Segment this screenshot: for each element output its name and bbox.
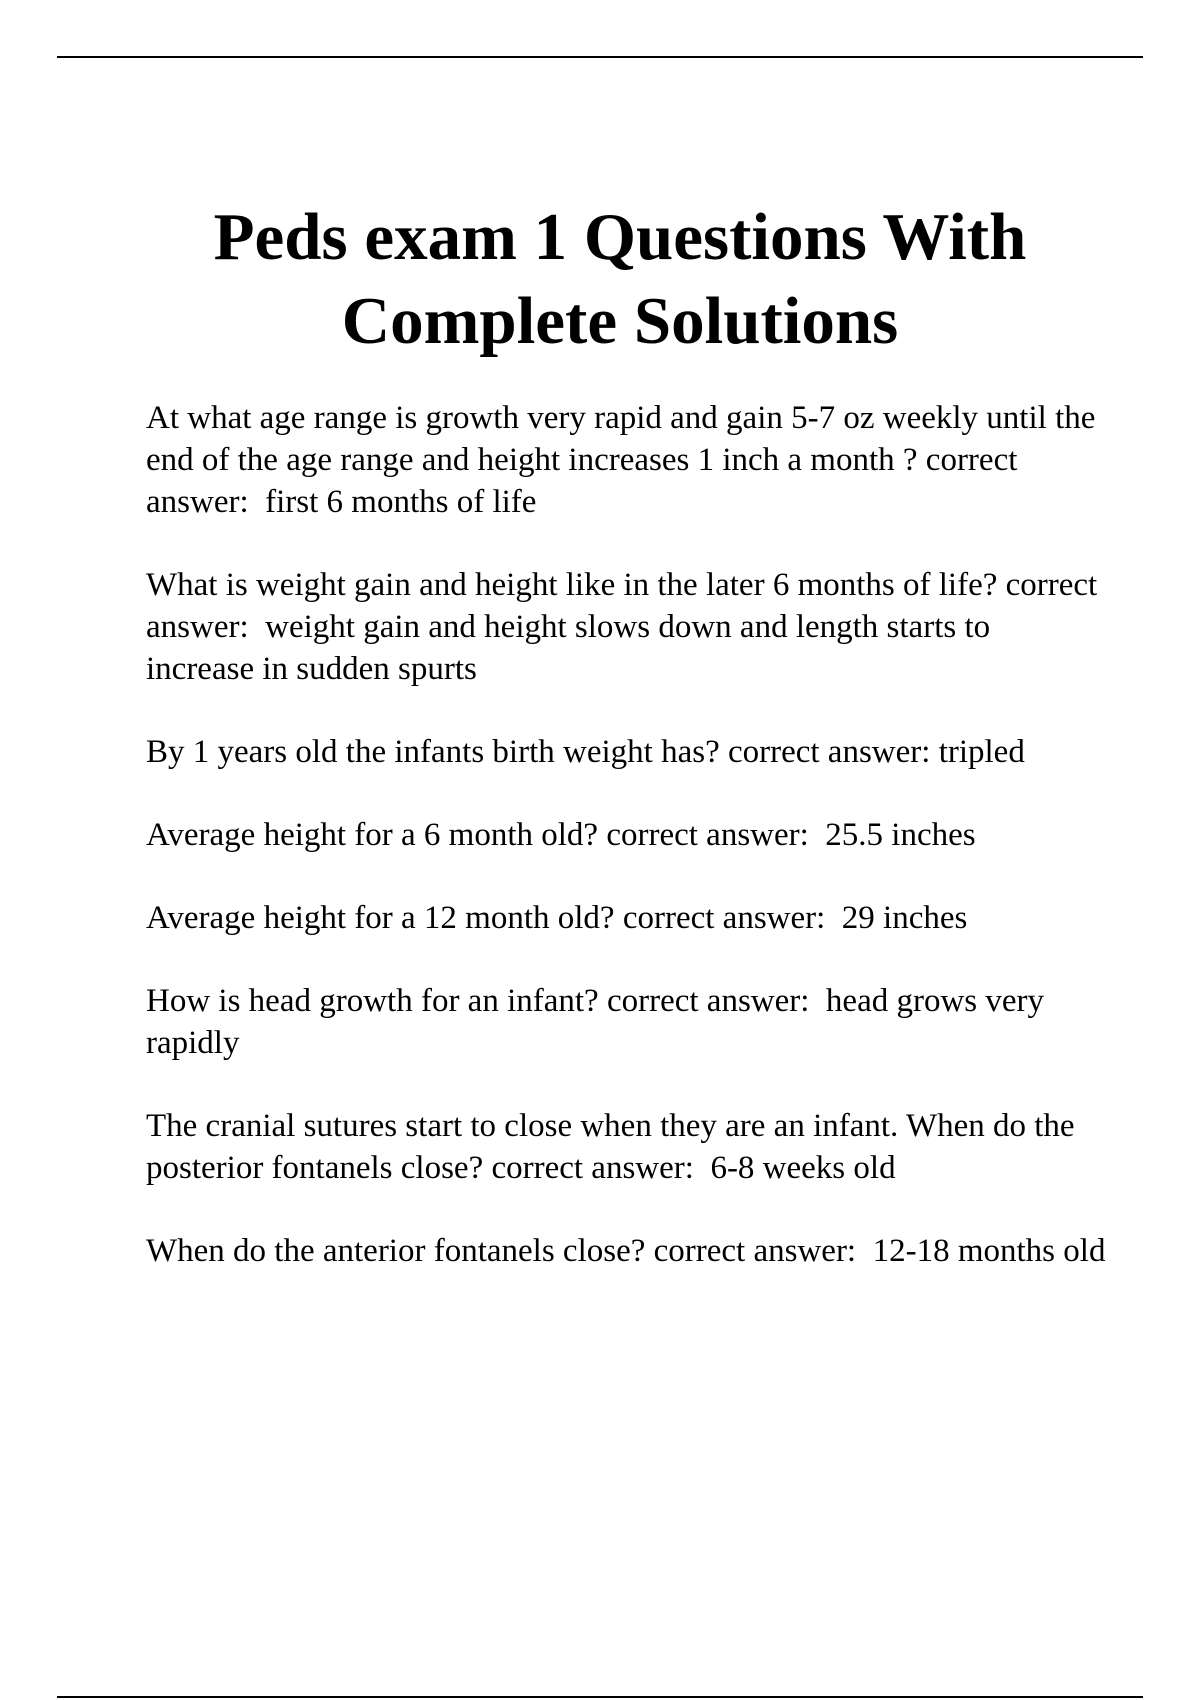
answer-label: correct answer: [606,817,809,853]
document-title [90,195,1150,363]
title-line-2: Complete Solutions [341,284,899,358]
qa-item [146,814,1106,856]
qa-item [146,731,1106,773]
question-text: Average height for a 12 month old? [146,900,615,936]
title-line-1: Peds exam 1 Questions With [213,200,1027,274]
top-rule [57,56,1143,58]
answer-label: correct answer: [622,900,826,936]
qa-list [146,397,1106,1313]
qa-item [146,980,1106,1064]
question-text: When do the anterior fontanels close? [146,1233,646,1269]
qa-item [146,1105,1106,1189]
answer-label: correct answer: [606,983,810,1019]
bottom-rule [57,1696,1143,1698]
answer-label: correct answer: [146,442,1018,520]
question-text: At what age range is growth very rapid and gain 5-7 oz weekly until the end of the age range and height increases 1 inch a month ? [146,400,1096,478]
answer-text: first 6 months of life [265,484,537,520]
qa-item [146,897,1106,939]
answer-text: 6-8 weeks old [710,1150,896,1186]
answer-text: 29 inches [841,900,968,936]
answer-text: 12-18 months old [872,1233,1106,1269]
answer-text: tripled [938,734,1025,770]
answer-label: correct answer: [653,1233,857,1269]
answer-text: 25.5 inches [825,817,976,853]
question-text: What is weight gain and height like in the later 6 months of life? [146,567,998,603]
answer-text: head grows very rapidly [146,983,1045,1061]
answer-text: weight gain and height slows down and length starts to increase in sudden spurts [146,609,991,687]
question-text: Average height for a 6 month old? [146,817,599,853]
question-text: How is head growth for an infant? [146,983,599,1019]
answer-label: correct answer: [727,734,931,770]
qa-item [146,1230,1106,1272]
question-text: By 1 years old the infants birth weight has? [146,734,720,770]
question-text: The cranial sutures start to close when they are an infant. When do the posterior fontanels close? [146,1108,1075,1186]
answer-label: correct answer: [146,567,1098,645]
qa-item [146,397,1106,523]
answer-label: correct answer: [491,1150,694,1186]
qa-item [146,564,1106,690]
